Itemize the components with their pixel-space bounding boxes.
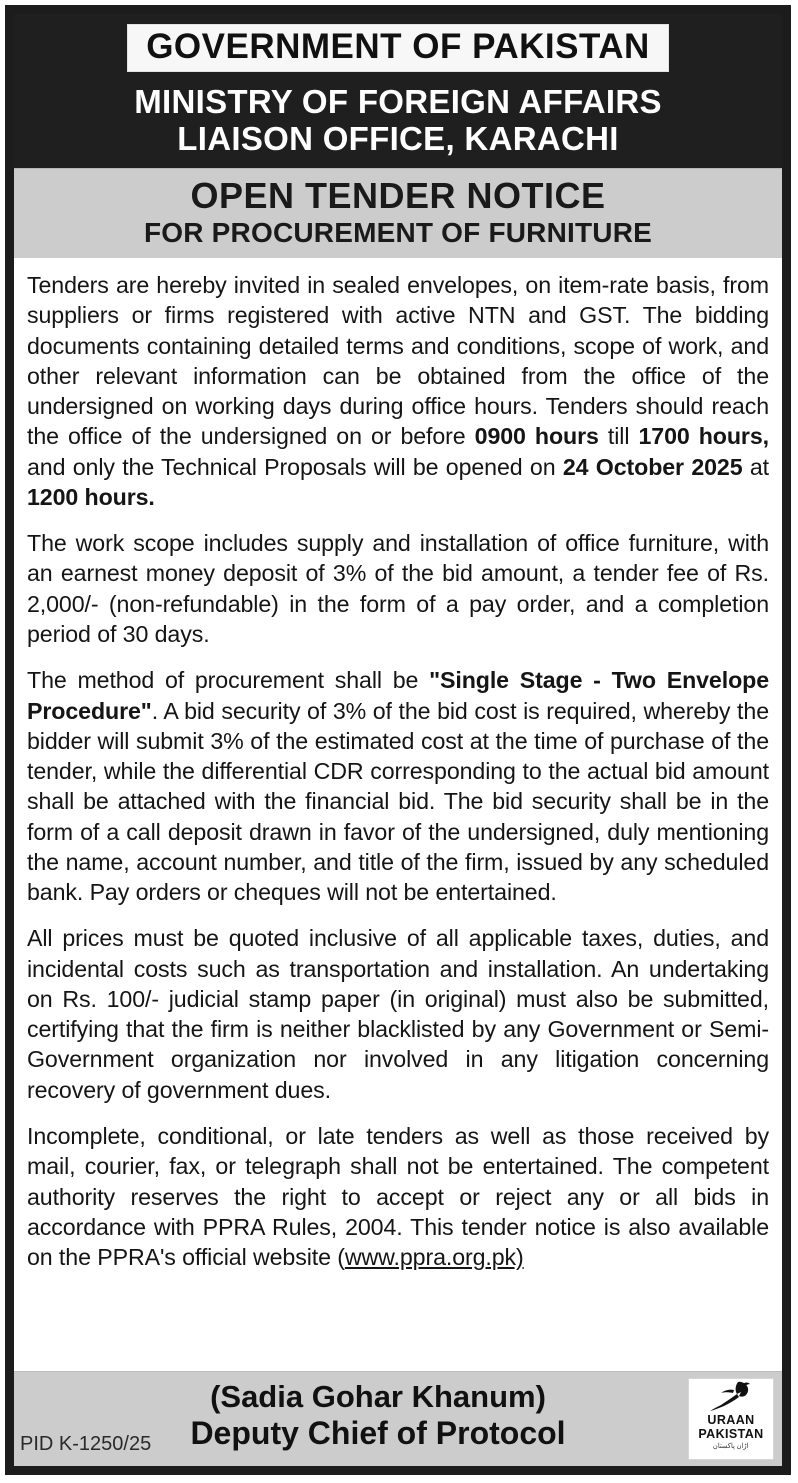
notice-body xyxy=(14,258,782,1371)
logo-line-uraan: URAAN xyxy=(707,1413,755,1427)
government-of-pakistan-title: GOVERNMENT OF PAKISTAN xyxy=(127,24,669,72)
uraan-pakistan-logo xyxy=(688,1378,774,1460)
signatory-block xyxy=(14,1379,782,1451)
falcon-bird-icon xyxy=(708,1381,754,1413)
masthead xyxy=(14,14,782,168)
logo-line-pakistan: PAKISTAN xyxy=(698,1426,764,1441)
notice-title-band xyxy=(14,168,782,258)
paragraph-procurement-method xyxy=(27,665,769,907)
para1-opening-date: 24 October 2025 xyxy=(562,453,743,480)
pid-reference: PID K-1250/25 xyxy=(20,1433,152,1455)
para1-deadline-open: 0900 hours xyxy=(474,423,599,450)
paragraph-conditions-ppra xyxy=(27,1121,769,1272)
notice-footer xyxy=(14,1371,782,1466)
para5-text-1: Incomplete, conditional, or late tenders as well as those received by mail, courier, fax, or telegraph shall not be entertained. The competent authority reserves the right to accept or reject any or all bids in accordance with PPRA Rules, 2004. This tender notice is also available on the PPRA's official website ( xyxy=(27,1122,769,1271)
tender-notice-advertisement xyxy=(5,5,791,1475)
para1-deadline-close: 1700 hours, xyxy=(638,423,769,450)
paragraph-invitation xyxy=(27,270,769,512)
para3-text-2: . A bid security of 3% of the bid cost is required, whereby the bidder will submit 3% of the estimated cost at the time of purchase of the tender, while the differential CDR corresponding to the actual bid amount shall be attached with the financial bid. The bid security shall be in the form of a call deposit drawn in favor of the undersigned, duly mentioning the name, account number, and title of the firm, issued by any scheduled bank. Pay orders or cheques will not be entertained. xyxy=(27,697,769,906)
para1-text-3: and only the Technical Proposals will be opened on xyxy=(27,453,563,480)
ministry-name: MINISTRY OF FOREIGN AFFAIRS xyxy=(134,83,662,121)
paragraph-work-scope: The work scope includes supply and installation of office furniture, with an earnest money deposit of 3% of the bid amount, a tender fee of Rs. 2,000/- (non-refundable) in the form of a pay order, and a completion period of 30 days. xyxy=(27,530,769,647)
para1-text-4: at xyxy=(742,453,769,480)
para1-text-1: Tenders are hereby invited in sealed envelopes, on item-rate basis, from suppliers or firms registered with active NTN and GST. The bidding documents containing detailed terms and conditions, scope of work, and other relevant information can be obtained from the office of the undersigned on working days during office hours. Tenders should reach the office of the undersigned on or before xyxy=(27,272,769,450)
para1-opening-time: 1200 hours. xyxy=(27,483,155,510)
notice-title: OPEN TENDER NOTICE xyxy=(190,175,606,217)
para3-text-1: The method of procurement shall be xyxy=(27,667,430,694)
signatory-name: (Sadia Gohar Khanum) xyxy=(210,1379,546,1414)
para1-text-2: till xyxy=(598,423,639,450)
signatory-designation: Deputy Chief of Protocol xyxy=(190,1414,566,1451)
paragraph-pricing-undertaking: All prices must be quoted inclusive of all applicable taxes, duties, and incidental costs such as transportation and installation. An undertaking on Rs. 100/- judicial stamp paper (in original) must also be submitted, certifying that the firm is neither blacklisted by any Government or Semi-Government organization nor involved in any litigation concerning recovery of government dues. xyxy=(27,925,769,1103)
logo-urdu-tagline: اڑان پاکستان xyxy=(713,1443,749,1450)
notice-subtitle: FOR PROCUREMENT OF FURNITURE xyxy=(143,216,653,248)
ppra-website-link[interactable]: www.ppra.org.pk) xyxy=(344,1244,524,1271)
para3-method-name: "Single Stage - Two Envelope Procedure" xyxy=(27,667,769,724)
office-location: LIAISON OFFICE, KARACHI xyxy=(177,120,619,158)
